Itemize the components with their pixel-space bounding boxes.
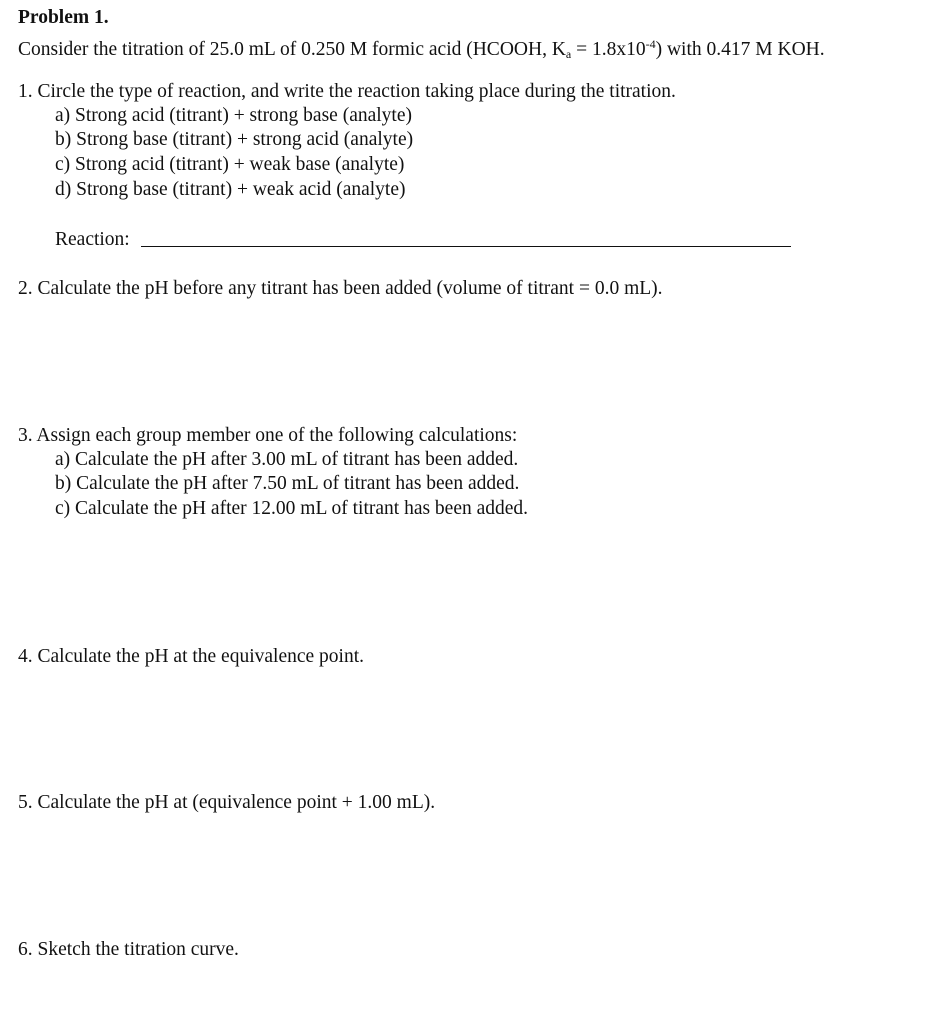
q1-option-a[interactable]: a) Strong acid (titrant) + strong base (analyte) xyxy=(55,105,412,126)
reaction-answer-line[interactable] xyxy=(141,246,791,247)
intro-text-end: ) with 0.417 M KOH. xyxy=(655,39,825,60)
question-6-prompt: 6. Sketch the titration curve. xyxy=(18,939,239,960)
problem-intro xyxy=(18,32,825,66)
question-3-prompt: 3. Assign each group member one of the following calculations: xyxy=(18,425,518,446)
question-5-prompt: 5. Calculate the pH at (equivalence point + 1.00 mL). xyxy=(18,792,436,813)
problem-title: Problem 1. xyxy=(18,7,109,28)
q1-option-d[interactable]: d) Strong base (titrant) + weak acid (analyte) xyxy=(55,179,406,200)
ka-exponent: -4 xyxy=(645,37,656,51)
q3-item-a: a) Calculate the pH after 3.00 mL of titrant has been added. xyxy=(55,449,519,470)
question-2-prompt: 2. Calculate the pH before any titrant has been added (volume of titrant = 0.0 mL). xyxy=(18,278,663,299)
q1-option-b[interactable]: b) Strong base (titrant) + strong acid (analyte) xyxy=(55,129,414,150)
q3-item-b: b) Calculate the pH after 7.50 mL of titrant has been added. xyxy=(55,473,520,494)
intro-ka-value: = 1.8x10 xyxy=(571,39,646,60)
question-1-prompt: 1. Circle the type of reaction, and write the reaction taking place during the titration. xyxy=(18,81,676,102)
q1-option-c[interactable]: c) Strong acid (titrant) + weak base (analyte) xyxy=(55,154,405,175)
q3-item-c: c) Calculate the pH after 12.00 mL of titrant has been added. xyxy=(55,498,529,519)
question-4-prompt: 4. Calculate the pH at the equivalence point. xyxy=(18,646,365,667)
reaction-label: Reaction: xyxy=(55,229,130,250)
ka-subscript: a xyxy=(565,47,572,61)
intro-text-start: Consider the titration of 25.0 mL of 0.250 M formic acid (HCOOH, K xyxy=(18,39,566,60)
